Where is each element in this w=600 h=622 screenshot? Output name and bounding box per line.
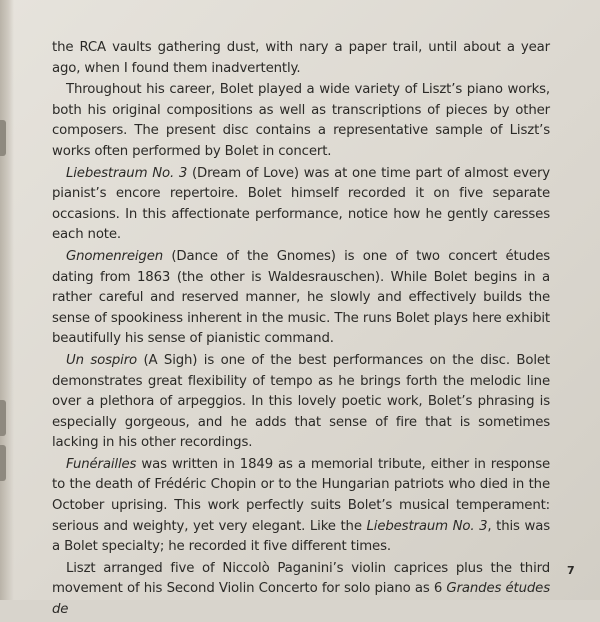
text-segment: (A Sigh) is one of the best performances on the disc. Bolet demonstrates great flexibility of tempo as he brings forth the melodic line over a plethora of arpeggios. In this lovely poetic work, Bolet’s phrasing is especially gorgeous, and he adds that sense of fire that is sometimes lacking in his other recordings. (52, 352, 550, 451)
text-segment: , this was a Bolet specialty; he recorded it five different times. (52, 518, 550, 555)
text-segment: (Dream of Love) was at one time part of almost every pianist’s encore repertoire. Bolet himself recorded it on five separate occasions. In this affectionate performance, notice how he gently caresses each note. (52, 165, 550, 243)
paragraph-paganini (52, 559, 550, 621)
text-segment: the RCA vaults gathering dust, with nary a paper trail, until about a year ago, when I found them inadvertently. (52, 40, 550, 76)
paragraph-gnomenreigen (52, 247, 550, 350)
work-title: Liebestraum No. 3 (66, 165, 188, 181)
binding-clip (0, 120, 6, 156)
paragraph-un-sospiro (52, 351, 550, 454)
booklet-binding (0, 0, 14, 600)
work-title: Funérailles (66, 456, 137, 472)
text-segment: was written in 1849 as a memorial tribute, either in response to the death of Frédéric Chopin or to the Hungarian patriots who died in the October uprising. This work perfectly suits Bolet’s musical temperament: serious and weighty, yet very elegant. Like the (52, 456, 550, 534)
liner-notes-text (52, 38, 550, 622)
page-number: 7 (567, 564, 575, 577)
paragraph-career (52, 80, 550, 162)
binding-clip (0, 445, 6, 481)
binding-clip (0, 400, 6, 436)
text-segment: (Dance of the Gnomes) is one of two concert études dating from 1863 (the other is Waldesrauschen). While Bolet begins in a rather careful and reserved manner, he slowly and effectively builds the sense of spookiness inherent in the music. The runs Bolet plays here exhibit beautifully his sense of pianistic command. (52, 248, 550, 347)
text-segment: Liszt arranged five of Niccolò Paganini’s violin caprices plus the third movement of his Second Violin Concerto for solo piano as 6 (52, 560, 550, 597)
paragraph-rca-vaults (52, 38, 550, 79)
work-title: Grandes études de (52, 581, 550, 618)
paragraph-funerailles (52, 455, 550, 558)
work-title: Un sospiro (66, 352, 137, 368)
work-title: Gnomenreigen (66, 248, 164, 264)
text-segment: Throughout his career, Bolet played a wide variety of Liszt’s piano works, both his original compositions as well as transcriptions of pieces by other composers. The present disc contains a representative sample of Liszt’s works often performed by Bolet in concert. (52, 82, 550, 159)
paragraph-liebestraum (52, 164, 550, 246)
work-title: Liebestraum No. 3 (366, 518, 488, 534)
